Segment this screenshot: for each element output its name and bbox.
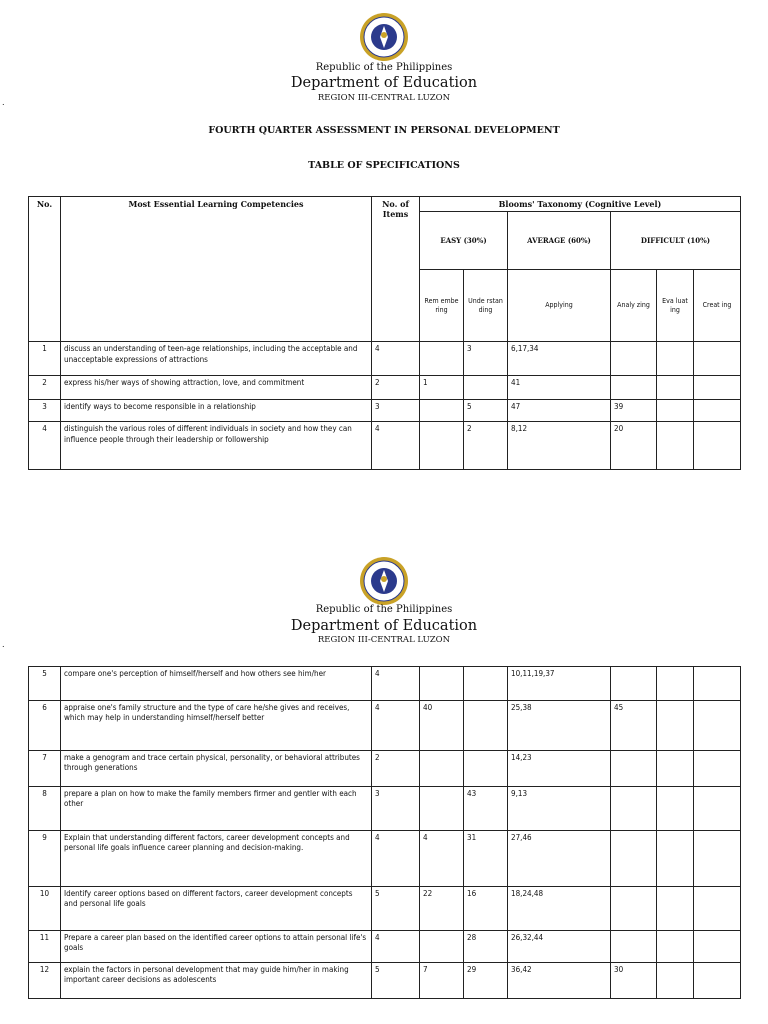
row-und	[464, 667, 508, 701]
row-no: 8	[29, 787, 61, 831]
row-ana	[611, 342, 657, 376]
row-no: 3	[29, 400, 61, 422]
difficult-header: DIFFICULT (10%)	[611, 212, 741, 270]
row-cre	[694, 376, 741, 400]
row-cre	[694, 887, 741, 931]
average-header: AVERAGE (60%)	[508, 212, 611, 270]
table-row	[29, 667, 741, 701]
row-items: 4	[372, 342, 420, 376]
table-row	[29, 963, 741, 999]
table-row	[29, 376, 741, 400]
row-und: 2	[464, 422, 508, 470]
row-competency: express his/her ways of showing attraction, love, and commitment	[61, 376, 372, 400]
row-app: 18,24,48	[508, 887, 611, 931]
margin-dot: .	[2, 98, 5, 107]
row-app: 41	[508, 376, 611, 400]
deped-seal-icon	[359, 556, 409, 606]
row-und: 31	[464, 831, 508, 887]
row-ana: 45	[611, 701, 657, 751]
row-eva	[657, 931, 694, 963]
col-no-header: No.	[29, 197, 61, 342]
row-items: 5	[372, 963, 420, 999]
row-cre	[694, 931, 741, 963]
row-ana	[611, 787, 657, 831]
row-eva	[657, 422, 694, 470]
row-app: 27,46	[508, 831, 611, 887]
row-app: 25,38	[508, 701, 611, 751]
row-no: 4	[29, 422, 61, 470]
row-und: 43	[464, 787, 508, 831]
row-ana	[611, 831, 657, 887]
row-no: 6	[29, 701, 61, 751]
row-app: 6,17,34	[508, 342, 611, 376]
row-competency: make a genogram and trace certain physical, personality, or behavioral attributes through generations	[61, 751, 372, 787]
deped-seal-icon	[359, 12, 409, 62]
table-row	[29, 787, 741, 831]
row-no: 5	[29, 667, 61, 701]
row-rem	[420, 667, 464, 701]
table-row	[29, 887, 741, 931]
row-und: 16	[464, 887, 508, 931]
row-no: 9	[29, 831, 61, 887]
creating-header: Creat ing	[694, 270, 741, 342]
row-rem: 22	[420, 887, 464, 931]
row-und: 29	[464, 963, 508, 999]
row-app: 26,32,44	[508, 931, 611, 963]
row-eva	[657, 342, 694, 376]
row-items: 4	[372, 422, 420, 470]
row-eva	[657, 963, 694, 999]
applying-header: Applying	[508, 270, 611, 342]
row-eva	[657, 787, 694, 831]
republic-label: Republic of the Philippines	[315, 62, 453, 73]
row-competency: prepare a plan on how to make the family members firmer and gentler with each other	[61, 787, 372, 831]
row-items: 3	[372, 400, 420, 422]
table-row	[29, 751, 741, 787]
row-no: 2	[29, 376, 61, 400]
row-cre	[694, 701, 741, 751]
row-rem	[420, 422, 464, 470]
row-cre	[694, 963, 741, 999]
row-cre	[694, 751, 741, 787]
row-competency: identify ways to become responsible in a relationship	[61, 400, 372, 422]
row-competency: Identify career options based on different factors, career development concepts and personal life goals	[61, 887, 372, 931]
row-und	[464, 751, 508, 787]
row-competency: discuss an understanding of teen-age relationships, including the acceptable and unacceptable expressions of attractions	[61, 342, 372, 376]
row-eva	[657, 701, 694, 751]
row-eva	[657, 667, 694, 701]
row-ana: 30	[611, 963, 657, 999]
row-rem	[420, 787, 464, 831]
blooms-header: Blooms' Taxonomy (Cognitive Level)	[420, 197, 741, 212]
row-ana	[611, 931, 657, 963]
row-ana: 39	[611, 400, 657, 422]
row-app: 8,12	[508, 422, 611, 470]
row-cre	[694, 667, 741, 701]
row-ana	[611, 376, 657, 400]
row-no: 7	[29, 751, 61, 787]
row-app: 10,11,19,37	[508, 667, 611, 701]
row-rem	[420, 400, 464, 422]
row-no: 11	[29, 931, 61, 963]
region-label: REGION III-CENTRAL LUZON	[317, 635, 451, 645]
row-items: 4	[372, 667, 420, 701]
tos-table-page1	[28, 196, 741, 470]
row-cre	[694, 400, 741, 422]
row-rem: 40	[420, 701, 464, 751]
region-label: REGION III-CENTRAL LUZON	[317, 93, 451, 103]
row-eva	[657, 751, 694, 787]
tos-table-page2	[28, 666, 741, 999]
row-competency: explain the factors in personal development that may guide him/her in making important career decisions as adolescents	[61, 963, 372, 999]
row-rem	[420, 751, 464, 787]
analyzing-header: Analy zing	[611, 270, 657, 342]
understanding-header: Unde rstan ding	[464, 270, 508, 342]
row-und	[464, 376, 508, 400]
row-items: 3	[372, 787, 420, 831]
row-cre	[694, 422, 741, 470]
row-und: 3	[464, 342, 508, 376]
row-eva	[657, 400, 694, 422]
row-ana	[611, 667, 657, 701]
row-rem	[420, 931, 464, 963]
row-cre	[694, 342, 741, 376]
row-items: 4	[372, 931, 420, 963]
table-row	[29, 342, 741, 376]
row-eva	[657, 376, 694, 400]
row-ana	[611, 887, 657, 931]
assessment-title: FOURTH QUARTER ASSESSMENT IN PERSONAL DEVELOPMENT	[208, 125, 560, 136]
table-row	[29, 400, 741, 422]
col-competencies-header: Most Essential Learning Competencies	[61, 197, 372, 342]
row-und	[464, 701, 508, 751]
department-title: Department of Education	[290, 618, 478, 634]
page-2	[0, 548, 768, 1024]
row-und: 28	[464, 931, 508, 963]
row-app: 14,23	[508, 751, 611, 787]
row-ana: 20	[611, 422, 657, 470]
row-competency: Prepare a career plan based on the identified career options to attain personal life's goals	[61, 931, 372, 963]
table-row	[29, 831, 741, 887]
evaluating-header: Eva luat ing	[657, 270, 694, 342]
row-competency: Explain that understanding different factors, career development concepts and personal life goals influence career planning and decision-making.	[61, 831, 372, 887]
row-items: 4	[372, 831, 420, 887]
row-rem: 1	[420, 376, 464, 400]
remembering-header: Rem embe ring	[420, 270, 464, 342]
row-ana	[611, 751, 657, 787]
row-competency: compare one's perception of himself/herself and how others see him/her	[61, 667, 372, 701]
row-competency: appraise one's family structure and the type of care he/she gives and receives, which may help in understanding himself/herself better	[61, 701, 372, 751]
row-no: 10	[29, 887, 61, 931]
row-rem: 4	[420, 831, 464, 887]
row-no: 1	[29, 342, 61, 376]
row-rem	[420, 342, 464, 376]
table-row	[29, 701, 741, 751]
table-row	[29, 422, 741, 470]
easy-header: EASY (30%)	[420, 212, 508, 270]
row-cre	[694, 831, 741, 887]
row-app: 36,42	[508, 963, 611, 999]
row-items: 2	[372, 751, 420, 787]
row-no: 12	[29, 963, 61, 999]
margin-dot: .	[2, 640, 5, 649]
row-app: 9,13	[508, 787, 611, 831]
row-app: 47	[508, 400, 611, 422]
row-competency: distinguish the various roles of different individuals in society and how they can influence people through their leadership or followership	[61, 422, 372, 470]
republic-label: Republic of the Philippines	[315, 604, 453, 615]
row-items: 4	[372, 701, 420, 751]
row-und: 5	[464, 400, 508, 422]
table-row	[29, 931, 741, 963]
row-eva	[657, 887, 694, 931]
row-items: 5	[372, 887, 420, 931]
tos-title: TABLE OF SPECIFICATIONS	[308, 160, 460, 171]
row-rem: 7	[420, 963, 464, 999]
row-eva	[657, 831, 694, 887]
row-cre	[694, 787, 741, 831]
col-items-header: No. of Items	[372, 197, 420, 342]
department-title: Department of Education	[290, 75, 478, 91]
row-items: 2	[372, 376, 420, 400]
